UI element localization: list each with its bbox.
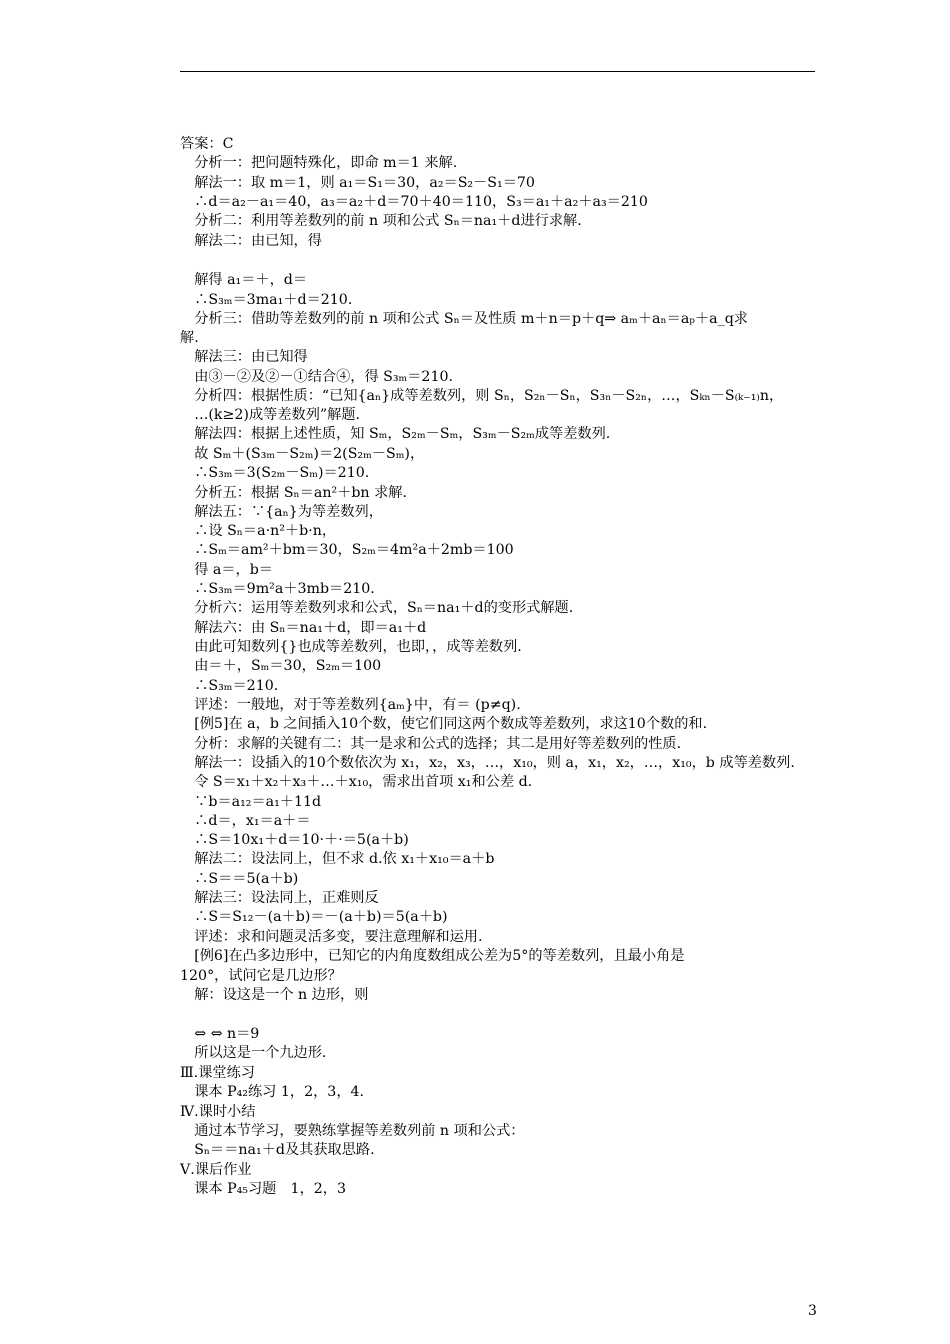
text-line: Ⅳ.课时小结 bbox=[180, 1104, 256, 1120]
text-line: 令 S＝x₁＋x₂＋x₃＋…＋x₁₀，需求出首项 x₁和公差 d. bbox=[180, 774, 533, 790]
text-line: 分析五：根据 Sₙ＝an²＋bn 求解. bbox=[180, 485, 407, 501]
page-number: 3 bbox=[808, 1303, 817, 1319]
text-line: 解法五：∵{aₙ}为等差数列， bbox=[180, 504, 383, 520]
text-line: 故 Sₘ＋(S₃ₘ－S₂ₘ)＝2(S₂ₘ－Sₘ)， bbox=[180, 446, 425, 462]
text-line: 评述：一般地，对于等差数列{aₘ}中，有＝ (p≠q). bbox=[180, 697, 521, 713]
text-line: 解法二：由已知，得 bbox=[180, 233, 322, 249]
text-line: ∴S＝10x₁＋d＝10·＋·＝5(a＋b) bbox=[180, 832, 409, 848]
text-line: 分析六：运用等差数列求和公式，Sₙ＝na₁＋d的变形式解题. bbox=[180, 600, 574, 616]
text-line: ∴S₃ₘ＝3(S₂ₘ－Sₘ)＝210. bbox=[180, 465, 370, 481]
text-line: 分析二：利用等差数列的前 n 项和公式 Sₙ＝na₁＋d进行求解. bbox=[180, 213, 582, 229]
text-line: …(k≥2)成等差数列”解题. bbox=[180, 407, 361, 423]
text-line: 由＝＋，Sₘ＝30，S₂ₘ＝100 bbox=[180, 658, 382, 674]
text-line: 解法六：由 Sₙ＝na₁＋d，即＝a₁＋d bbox=[180, 620, 427, 636]
text-line: ∴d＝a₂－a₁＝40，a₃＝a₂＋d＝70＋40＝110，S₃＝a₁＋a₂＋a₃＝210 bbox=[180, 194, 648, 210]
text-line: 课本 P₄₅习题 1，2，3 bbox=[180, 1181, 347, 1197]
text-line: 解法三：由已知得 bbox=[180, 349, 308, 365]
text-line: 由此可知数列{}也成等差数列，也即，，成等差数列. bbox=[180, 639, 522, 655]
text-line: 答案：C bbox=[180, 136, 234, 152]
text-line: ⇔ ⇔ n＝9 bbox=[180, 1026, 260, 1042]
text-line: [例5]在 a，b 之间插入10个数，使它们同这两个数成等差数列，求这10个数的和. bbox=[180, 716, 708, 732]
header-rule bbox=[180, 71, 815, 72]
text-line: 解法一：取 m＝1，则 a₁＝S₁＝30，a₂＝S₂－S₁＝70 bbox=[180, 175, 535, 191]
text-line: Ⅴ.课后作业 bbox=[180, 1162, 252, 1178]
text-line: ∴S₃ₘ＝9m²a＋3mb＝210. bbox=[180, 581, 375, 597]
text-line: 由③－②及②－①结合④，得 S₃ₘ＝210. bbox=[180, 369, 454, 385]
text-line: 分析四：根据性质：“已知{aₙ}成等差数列，则 Sₙ，S₂ₙ－Sₙ，S₃ₙ－S₂ₙ，…，Sₖₙ－S₍ₖ₋₁₎n， bbox=[180, 388, 784, 404]
text-line: 解：设这是一个 n 边形，则 bbox=[180, 987, 369, 1003]
text-line: 得 a＝，b＝ bbox=[180, 562, 273, 578]
text-line: 分析：求解的关键有二：其一是求和公式的选择；其二是用好等差数列的性质. bbox=[180, 736, 682, 752]
text-line: 通过本节学习，要熟练掌握等差数列前 n 项和公式： bbox=[180, 1123, 525, 1139]
text-line: ∴S＝S₁₂－(a＋b)＝－(a＋b)＝5(a＋b) bbox=[180, 909, 448, 925]
text-line: ∴S₃ₘ＝3ma₁＋d＝210. bbox=[180, 292, 353, 308]
text-line: 解. bbox=[180, 330, 199, 346]
text-line: 解法二：设法同上，但不求 d.依 x₁＋x₁₀＝a＋b bbox=[180, 851, 495, 867]
text-line: ∴设 Sₙ＝a·n²＋b·n， bbox=[180, 523, 337, 539]
text-line: [例6]在凸多边形中，已知它的内角度数组成公差为5°的等差数列，且最小角是 bbox=[180, 948, 685, 964]
text-line: ∴d＝，x₁＝a＋＝ bbox=[180, 813, 311, 829]
text-line: ∴S₃ₘ＝210. bbox=[180, 678, 279, 694]
text-line: ∵b＝a₁₂＝a₁＋11d bbox=[180, 794, 322, 810]
text-line: 分析三：借助等差数列的前 n 项和公式 Sₙ＝及性质 m＋n＝p＋q⇒ aₘ＋aₙ＝aₚ＋a_q求 bbox=[180, 311, 748, 327]
text-line: 课本 P₄₂练习 1，2，3，4. bbox=[180, 1084, 365, 1100]
text-line: 120°，试问它是几边形？ bbox=[180, 968, 342, 984]
text-line: Sₙ＝＝na₁＋d及其获取思路. bbox=[180, 1142, 375, 1158]
text-line: 解法四：根据上述性质，知 Sₘ，S₂ₘ－Sₘ，S₃ₘ－S₂ₘ成等差数列. bbox=[180, 426, 611, 442]
text-line: 所以这是一个九边形. bbox=[180, 1045, 327, 1061]
text-line: 解法三：设法同上，正难则反 bbox=[180, 890, 379, 906]
text-line: 解得 a₁＝＋，d＝ bbox=[180, 272, 308, 288]
text-line: 评述：求和问题灵活多变，要注意理解和运用. bbox=[180, 929, 483, 945]
text-line: 解法一：设插入的10个数依次为 x₁，x₂，x₃，…，x₁₀，则 a，x₁，x₂，…，x₁₀，b 成等差数列. bbox=[180, 755, 795, 771]
text-line: Ⅲ.课堂练习 bbox=[180, 1065, 255, 1081]
text-line: ∴S＝＝5(a＋b) bbox=[180, 871, 299, 887]
text-line: 分析一：把问题特殊化，即命 m＝1 来解. bbox=[180, 155, 458, 171]
text-line: ∴Sₘ＝am²＋bm＝30，S₂ₘ＝4m²a＋2mb＝100 bbox=[180, 542, 514, 558]
